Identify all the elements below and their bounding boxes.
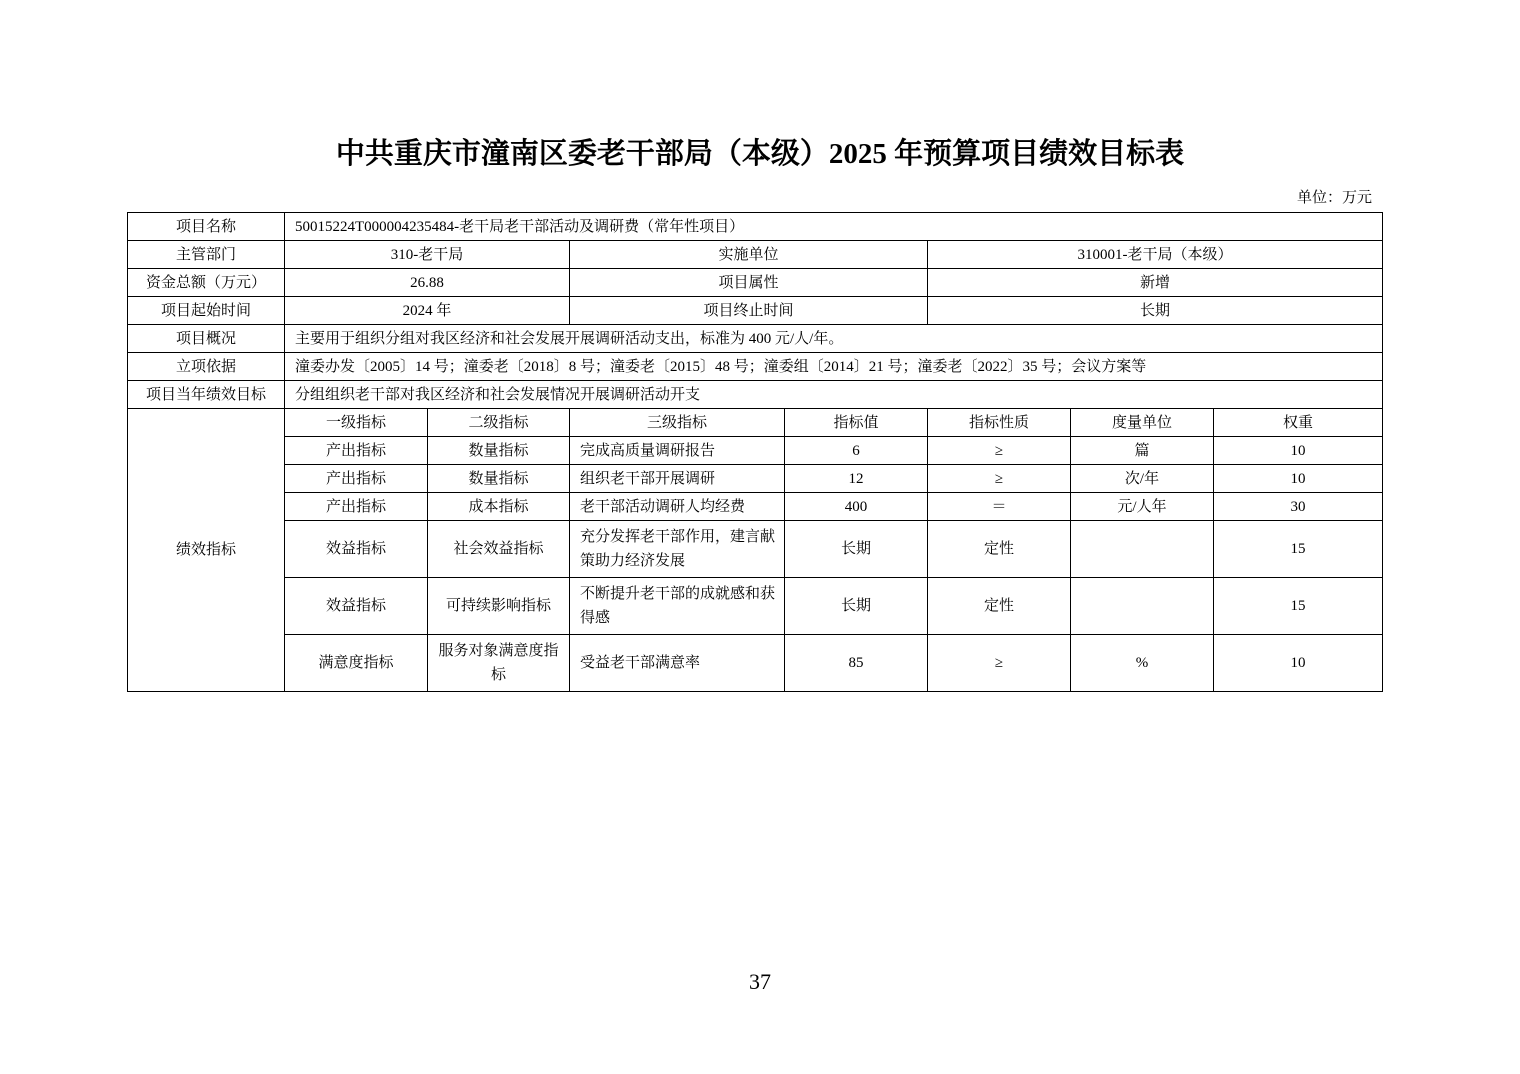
indicator-row bbox=[128, 521, 1383, 578]
overview-value: 主要用于组织分组对我区经济和社会发展开展调研活动支出，标准为 400 元/人/年。 bbox=[285, 325, 1383, 353]
cell-level1: 效益指标 bbox=[285, 521, 428, 578]
cell-level2: 成本指标 bbox=[428, 493, 570, 521]
indicator-row bbox=[128, 493, 1383, 521]
fund-label: 资金总额（万元） bbox=[128, 269, 285, 297]
cell-level3: 组织老干部开展调研 bbox=[570, 465, 785, 493]
header-level1: 一级指标 bbox=[285, 409, 428, 437]
cell-weight: 10 bbox=[1214, 465, 1383, 493]
unit-label: 单位：万元 bbox=[1296, 190, 1372, 206]
cell-nature: ＝ bbox=[928, 493, 1071, 521]
end-label: 项目终止时间 bbox=[570, 297, 928, 325]
row-project-name bbox=[128, 213, 1383, 241]
cell-level2: 社会效益指标 bbox=[428, 521, 570, 578]
row-overview bbox=[128, 325, 1383, 353]
cell-level1: 产出指标 bbox=[285, 437, 428, 465]
header-unit: 度量单位 bbox=[1071, 409, 1214, 437]
start-value: 2024 年 bbox=[285, 297, 570, 325]
fund-value: 26.88 bbox=[285, 269, 570, 297]
cell-weight: 10 bbox=[1214, 437, 1383, 465]
cell-level1: 产出指标 bbox=[285, 493, 428, 521]
indicator-section-label: 绩效指标 bbox=[128, 409, 285, 692]
indicator-row bbox=[128, 465, 1383, 493]
attr-label: 项目属性 bbox=[570, 269, 928, 297]
cell-weight: 15 bbox=[1214, 521, 1383, 578]
goal-label: 项目当年绩效目标 bbox=[128, 381, 285, 409]
cell-level3: 老干部活动调研人均经费 bbox=[570, 493, 785, 521]
cell-unit: % bbox=[1071, 635, 1214, 692]
basis-value: 潼委办发〔2005〕14 号；潼委老〔2018〕8 号；潼委老〔2015〕48 号；潼委组〔2014〕21 号；潼委老〔2022〕35 号；会议方案等 bbox=[285, 353, 1383, 381]
header-nature: 指标性质 bbox=[928, 409, 1071, 437]
goal-value: 分组组织老干部对我区经济和社会发展情况开展调研活动开支 bbox=[285, 381, 1383, 409]
cell-level3: 不断提升老干部的成就感和获得感 bbox=[570, 578, 785, 635]
cell-weight: 10 bbox=[1214, 635, 1383, 692]
row-goal bbox=[128, 381, 1383, 409]
cell-value: 85 bbox=[785, 635, 928, 692]
cell-nature: ≥ bbox=[928, 635, 1071, 692]
dept-label: 主管部门 bbox=[128, 241, 285, 269]
start-label: 项目起始时间 bbox=[128, 297, 285, 325]
project-name-label: 项目名称 bbox=[128, 213, 285, 241]
cell-weight: 15 bbox=[1214, 578, 1383, 635]
cell-unit: 次/年 bbox=[1071, 465, 1214, 493]
overview-label: 项目概况 bbox=[128, 325, 285, 353]
performance-target-table bbox=[127, 212, 1383, 692]
cell-weight: 30 bbox=[1214, 493, 1383, 521]
cell-value: 400 bbox=[785, 493, 928, 521]
attr-value: 新增 bbox=[928, 269, 1383, 297]
cell-level1: 满意度指标 bbox=[285, 635, 428, 692]
project-name-value: 50015224T000004235484-老干局老干部活动及调研费（常年性项目） bbox=[285, 213, 1383, 241]
cell-value: 6 bbox=[785, 437, 928, 465]
cell-level1: 效益指标 bbox=[285, 578, 428, 635]
cell-level3: 完成高质量调研报告 bbox=[570, 437, 785, 465]
dept-value: 310-老干局 bbox=[285, 241, 570, 269]
header-value: 指标值 bbox=[785, 409, 928, 437]
row-time bbox=[128, 297, 1383, 325]
cell-nature: 定性 bbox=[928, 578, 1071, 635]
row-fund bbox=[128, 269, 1383, 297]
cell-nature: 定性 bbox=[928, 521, 1071, 578]
page-title: 中共重庆市潼南区委老干部局（本级）2025 年预算项目绩效目标表 bbox=[335, 138, 1185, 170]
cell-nature: ≥ bbox=[928, 465, 1071, 493]
cell-unit: 篇 bbox=[1071, 437, 1214, 465]
indicator-row bbox=[128, 437, 1383, 465]
header-level3: 三级指标 bbox=[570, 409, 785, 437]
impl-label: 实施单位 bbox=[570, 241, 928, 269]
cell-level3: 受益老干部满意率 bbox=[570, 635, 785, 692]
cell-nature: ≥ bbox=[928, 437, 1071, 465]
row-basis bbox=[128, 353, 1383, 381]
cell-level2: 服务对象满意度指标 bbox=[428, 635, 570, 692]
page-number: 37 bbox=[749, 969, 771, 994]
cell-level2: 数量指标 bbox=[428, 465, 570, 493]
cell-level2: 数量指标 bbox=[428, 437, 570, 465]
header-level2: 二级指标 bbox=[428, 409, 570, 437]
impl-value: 310001-老干局（本级） bbox=[928, 241, 1383, 269]
indicator-header-row bbox=[128, 409, 1383, 437]
cell-level2: 可持续影响指标 bbox=[428, 578, 570, 635]
cell-value: 长期 bbox=[785, 521, 928, 578]
basis-label: 立项依据 bbox=[128, 353, 285, 381]
cell-unit bbox=[1071, 521, 1214, 578]
cell-level3: 充分发挥老干部作用，建言献策助力经济发展 bbox=[570, 521, 785, 578]
cell-level1: 产出指标 bbox=[285, 465, 428, 493]
row-department bbox=[128, 241, 1383, 269]
cell-unit bbox=[1071, 578, 1214, 635]
header-weight: 权重 bbox=[1214, 409, 1383, 437]
end-value: 长期 bbox=[928, 297, 1383, 325]
indicator-row bbox=[128, 578, 1383, 635]
cell-value: 长期 bbox=[785, 578, 928, 635]
indicator-row bbox=[128, 635, 1383, 692]
cell-value: 12 bbox=[785, 465, 928, 493]
cell-unit: 元/人年 bbox=[1071, 493, 1214, 521]
